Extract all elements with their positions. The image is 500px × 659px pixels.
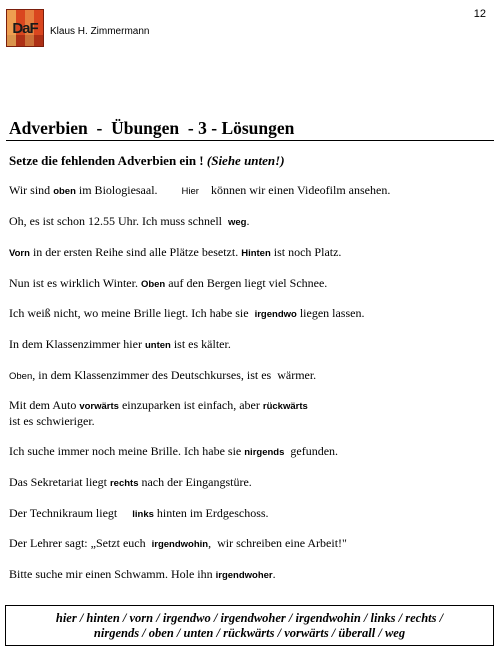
answer-word: Vorn: [9, 248, 30, 259]
answer-word: vorwärts: [79, 401, 119, 412]
page-title: Adverbien - Übungen - 3 - Lösungen: [9, 118, 295, 138]
sentence-3: [9, 245, 479, 261]
sentence-text: hinten im Erdgeschoss.: [153, 506, 269, 520]
sentence-8: [9, 398, 479, 428]
sentence-text: Das Sekretariat liegt: [9, 475, 110, 489]
sentence-text: einzuparken ist einfach, aber: [118, 398, 263, 412]
sentence-9: [9, 444, 479, 460]
sentence-text: liegen lassen.: [296, 306, 365, 320]
page-number: 12: [473, 8, 486, 20]
answer-word: Oben: [9, 371, 33, 382]
title-divider: [6, 140, 494, 141]
sentence-text: , wir schreiben eine Arbeit!": [208, 536, 347, 550]
word-bank-line-1: hier / hinten / vorn / irgendwo / irgendwoher / irgendwohin / links / rechts /: [55, 610, 444, 625]
sentence-text: Bitte suche mir einen Schwamm. Hole ihn: [9, 567, 216, 581]
sentence-text: können wir einen Videofilm ansehen.: [198, 183, 391, 197]
sentence-5: [9, 306, 479, 322]
sentence-text: Nun ist es wirklich Winter.: [9, 276, 141, 290]
sentence-13: [9, 567, 479, 583]
sentence-text: gefunden.: [284, 444, 339, 458]
sentence-text: In dem Klassenzimmer hier: [9, 337, 145, 351]
instruction-hint: (Siehe unten!): [206, 153, 285, 168]
answer-word: nirgends: [244, 447, 285, 458]
answer-word: Oben: [140, 279, 166, 290]
word-bank-line-2: nirgends / oben / unten / rückwärts / vorwärts / überall / weg: [93, 625, 406, 640]
answer-word: rückwärts: [262, 401, 308, 412]
author-name: Klaus H. Zimmermann: [50, 26, 150, 37]
sentence-text: ist noch Platz.: [270, 245, 342, 259]
sentence-text: Der Technikraum liegt: [9, 506, 133, 520]
instruction-main: Setze die fehlenden Adverbien ein !: [9, 153, 207, 168]
answer-word: rechts: [109, 478, 139, 489]
answer-word: unten: [144, 340, 171, 351]
sentence-text: Der Lehrer sagt: „Setzt euch: [9, 536, 152, 550]
sentence-text: in der ersten Reihe sind alle Plätze besetzt.: [29, 245, 242, 259]
sentence-1: [9, 183, 479, 199]
sentence-4: [9, 276, 479, 292]
logo-text: DaF: [12, 20, 38, 37]
sentence-text: Oh, es ist schon 12.55 Uhr. Ich muss schnell: [9, 214, 228, 228]
sentence-12: [9, 536, 479, 552]
instruction: [9, 153, 285, 169]
sentence-text: im Biologiesaal.: [75, 183, 182, 197]
sentence-text: auf den Bergen liegt viel Schnee.: [165, 276, 328, 290]
sentence-text: Mit dem Auto: [9, 398, 80, 412]
sentence-10: [9, 475, 479, 491]
sentence-text: ist es kälter.: [170, 337, 231, 351]
sentence-text: Ich suche immer noch meine Brille. Ich habe sie: [9, 444, 245, 458]
sentence-text: ist es schwieriger.: [9, 414, 95, 428]
answer-word: weg: [227, 217, 247, 228]
sentence-text: Ich weiß nicht, wo meine Brille liegt. Ich habe sie: [9, 306, 255, 320]
sentence-text: .: [272, 567, 276, 581]
daf-logo: [6, 9, 44, 47]
sentence-text: , in dem Klassenzimmer des Deutschkurses, ist es wärmer.: [32, 368, 317, 382]
answer-word: irgendwohin: [151, 539, 209, 550]
sentence-6: [9, 337, 479, 353]
sentence-text: nach der Eingangstüre.: [138, 475, 252, 489]
sentence-11: [9, 506, 479, 522]
answer-word: irgendwo: [254, 309, 297, 320]
sentence-text: Wir sind: [9, 183, 54, 197]
word-bank-box: [5, 605, 494, 646]
answer-word: Hier: [181, 186, 199, 197]
sentence-text: .: [246, 214, 250, 228]
sentence-2: [9, 214, 479, 230]
answer-word: irgendwoher: [215, 570, 273, 581]
answer-word: links: [132, 509, 154, 520]
sentence-7: [9, 368, 479, 384]
answer-word: Hinten: [241, 248, 271, 259]
answer-word: oben: [53, 186, 76, 197]
